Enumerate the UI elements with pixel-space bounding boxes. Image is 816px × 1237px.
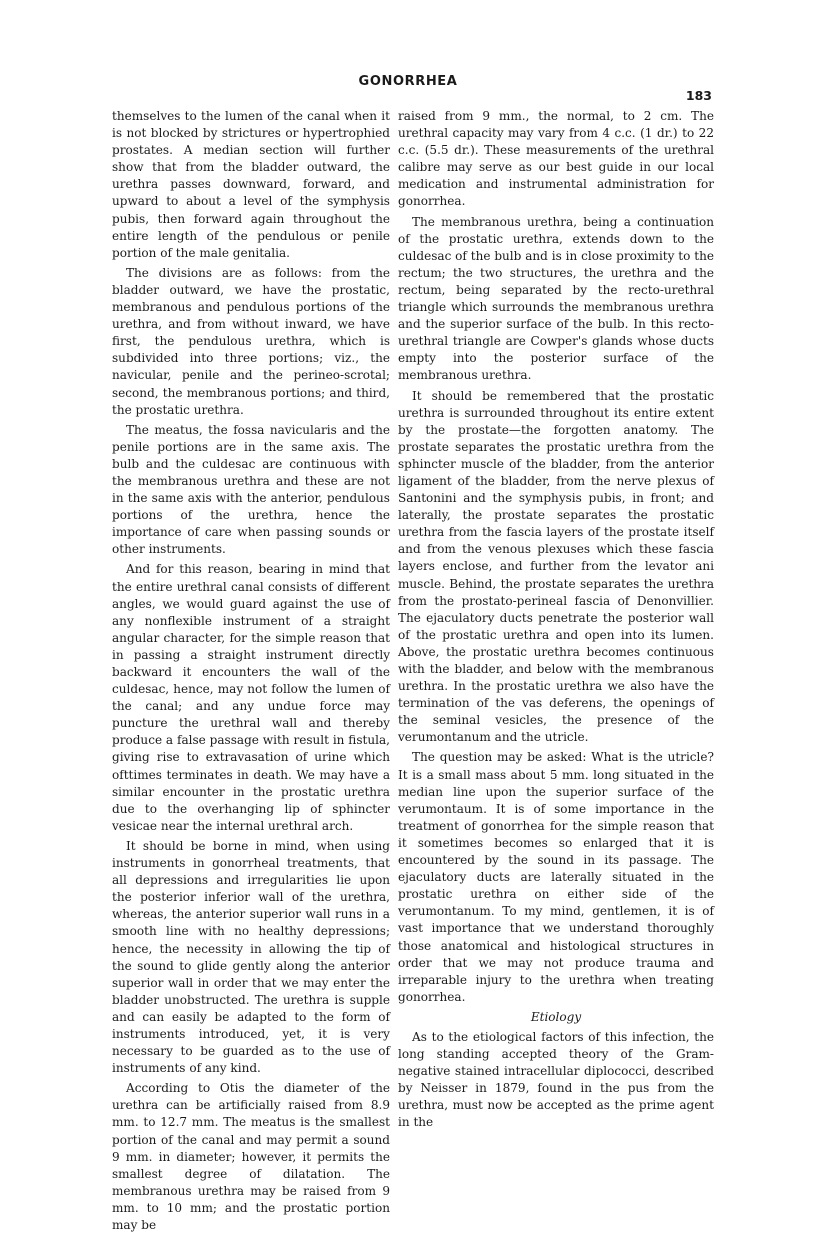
right-column <box>398 108 714 1135</box>
section-heading-etiology: Etiology <box>530 1009 582 1024</box>
paragraph: It should be remembered that the prostatic urethra is surrounded throughout its entire extent by the prostate—the forgotten anatomy. The prostate separates the prostatic urethra from the sphincter muscle of the bladder, from the anterior ligament of the bladder, from the nerve plexus of Santonini and the symphysis pubis, in front; and laterally, the prostate separates the prostatic urethra from the fascia layers of the prostate itself and from the venous plexuses which these fascia layers enclose, and further from the levator ani muscle. Behind, the prostate separates the urethra from the prostato-perineal fascia of Denonvillier. The ejaculatory ducts penetrate the posterior wall of the prostatic urethra and open into its lumen. Above, the prostatic urethra becomes continuous with the bladder, and below with the membranous urethra. In the prostatic urethra we also have the termination of the vas deferens, the openings of the seminal vesicles, the presence of the verumontanum and the utricle. <box>398 388 714 745</box>
running-title: GONORRHEA <box>358 74 458 89</box>
paragraph: raised from 9 mm., the normal, to 2 cm. The urethral capacity may vary from 4 c.c. (1 dr.) to 22 c.c. (5.5 dr.). These measurements of the urethral calibre may serve as our best guide in our local medication and instrumental administration for gonorrhea. <box>398 109 714 209</box>
running-head <box>0 74 816 103</box>
paragraph: As to the etiological factors of this infection, the long standing accepted theory of the Gram-negative stained intracellular diplococci, described by Neisser in 1879, found in the pus from the urethra, must now be accepted as the prime agent in the <box>398 1029 714 1130</box>
page-number: 183 <box>685 88 712 103</box>
paragraph: themselves to the lumen of the canal when it is not blocked by strictures or hypertrophied prostates. A median section will further show that from the bladder outward, the urethra passes downward, forward, and upward to about a level of the symphysis pubis, then forward again throughout the entire length of the pendulous or penile portion of the male genitalia. <box>112 109 390 260</box>
paragraph: According to Otis the diameter of the urethra can be artificially raised from 8.9 mm. to 12.7 mm. The meatus is the smallest portion of the canal and may permit a sound 9 mm. in diameter; however, it permits the smallest degree of dilatation. The membranous urethra may be raised from 9 mm. to 10 mm; and the prostatic portion may be <box>112 1081 390 1232</box>
paragraph: The membranous urethra, being a continuation of the prostatic urethra, extends down to the culdesac of the bulb and is in close proximity to the rectum; the two structures, the urethra and the rectum, being separated by the recto-urethral triangle which surrounds the membranous urethra and the superior surface of the bulb. In this recto-urethral triangle are Cowper's glands whose ducts empty into the posterior surface of the membranous urethra. <box>398 214 714 383</box>
left-column <box>112 108 390 1237</box>
paragraph: And for this reason, bearing in mind that the entire urethral canal consists of different angles, we would guard against the use of any nonflexible instrument of a straight angular character, for the simple reason that in passing a straight instrument directly backward it encounters the wall of the culdesac, hence, may not follow the lumen of the canal; and any undue force may puncture the urethral wall and thereby produce a false passage with result in fistula, giving rise to extravasation of urine which ofttimes terminates in death. We may have a similar encounter in the prostatic urethra due to the overhanging lip of sphincter vesicae near the internal urethral arch. <box>112 562 390 833</box>
paragraph: The meatus, the fossa navicularis and the penile portions are in the same axis. The bulb and the culdesac are continuous with the membranous urethra and these are not in the same axis with the anterior, pendulous portions of the urethra, hence the importance of care when passing sounds or other instruments. <box>112 422 390 557</box>
paragraph: It should be borne in mind, when using instruments in gonorrheal treatments, that all depressions and irregularities lie upon the posterior inferior wall of the urethra, whereas, the anterior superior wall runs in a smooth line with no healthy depressions; hence, the necessity in allowing the tip of the sound to glide gently along the anterior superior wall in order that we may enter the bladder unobstructed. The urethra is supple and can easily be adapted to the form of instruments introduced, yet, it is very necessary to be guarded as to the use of instruments of any kind. <box>112 838 390 1076</box>
paragraph: The question may be asked: What is the utricle? It is a small mass about 5 mm. long situated in the median line upon the superior surface of the verumontaum. It is of some importance in the treatment of gonorrhea for the simple reason that it sometimes becomes so enlarged that it is encountered by the sound in its passage. The ejaculatory ducts are laterally situated in the prostatic urethra on either side of the verumontanum. To my mind, gentlemen, it is of vast importance that we understand thoroughly those anatomical and histological structures in order that we may not produce trauma and irreparable injury to the urethra when treating gonorrhea. <box>398 750 714 1004</box>
paragraph: The divisions are as follows: from the bladder outward, we have the prostatic, membranous and pendulous portions of the urethra, and from without inward, we have first, the pendulous urethra, which is subdivided into three portions; viz., the navicular, penile and the perineo-scrotal; second, the membranous portions; and third, the prostatic urethra. <box>112 265 390 417</box>
